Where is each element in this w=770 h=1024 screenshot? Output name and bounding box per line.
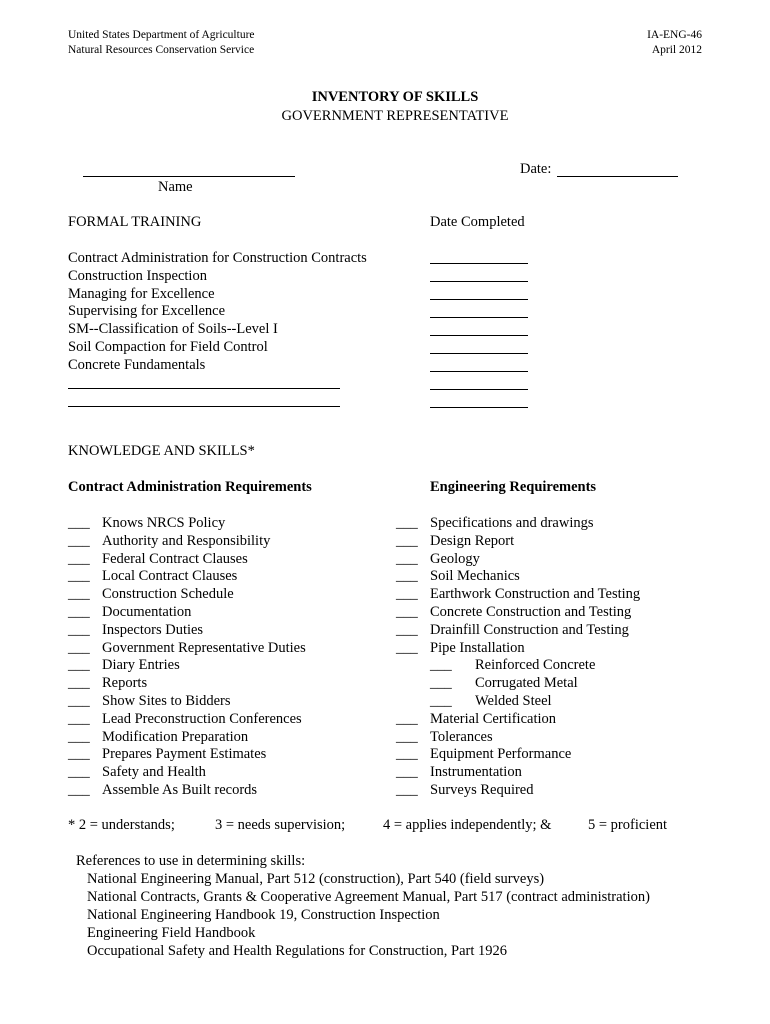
reference-item: Engineering Field Handbook (87, 925, 256, 941)
rating-blank[interactable]: ___ (68, 746, 90, 762)
rating-blank[interactable]: ___ (396, 551, 418, 567)
rating-blank[interactable]: ___ (430, 657, 452, 673)
reference-item: National Engineering Handbook 19, Construction Inspection (87, 907, 440, 923)
engineering-skill-item: Tolerances (430, 729, 493, 745)
engineering-skill-item: Material Certification (430, 711, 557, 727)
rating-blank[interactable]: ___ (68, 533, 90, 549)
engineering-skill-item: Earthwork Construction and Testing (430, 586, 641, 602)
rating-blank[interactable]: ___ (396, 622, 418, 638)
course-item: Concrete Fundamentals (68, 357, 206, 373)
date-field[interactable] (557, 162, 678, 177)
rating-blank[interactable]: ___ (396, 604, 418, 620)
rating-blank[interactable]: ___ (430, 675, 452, 691)
form-id: IA-ENG-46 (647, 29, 702, 41)
date-completed-field[interactable] (430, 353, 528, 354)
rating-blank[interactable]: ___ (68, 622, 90, 638)
date-completed-field[interactable] (430, 407, 528, 408)
rating-blank[interactable]: ___ (68, 764, 90, 780)
engineering-skill-item: Instrumentation (430, 764, 522, 780)
contract-skill-item: Prepares Payment Estimates (102, 746, 267, 762)
form-date: April 2012 (651, 44, 702, 56)
course-item: Construction Inspection (68, 268, 207, 284)
engineering-skill-item: Drainfill Construction and Testing (430, 622, 629, 638)
contract-skill-item: Government Representative Duties (102, 640, 306, 656)
contract-skill-item: Federal Contract Clauses (102, 551, 248, 567)
name-label: Name (158, 179, 193, 195)
engineering-skill-item: Surveys Required (430, 782, 534, 798)
course-item: SM--Classification of Soils--Level I (68, 321, 278, 337)
contract-skill-item: Diary Entries (102, 657, 180, 673)
rating-blank[interactable]: ___ (396, 515, 418, 531)
contract-skill-item: Inspectors Duties (102, 622, 204, 638)
contract-skill-item: Lead Preconstruction Conferences (102, 711, 302, 727)
rating-blank[interactable]: ___ (396, 711, 418, 727)
course-item: Supervising for Excellence (68, 303, 226, 319)
rating-blank[interactable]: ___ (396, 729, 418, 745)
rating-blank[interactable]: ___ (68, 729, 90, 745)
date-completed-field[interactable] (430, 299, 528, 300)
formal-training-heading: FORMAL TRAINING (68, 214, 202, 230)
contract-skill-item: Assemble As Built records (102, 782, 258, 798)
contract-skill-item: Documentation (102, 604, 192, 620)
extra-course-field[interactable] (68, 406, 340, 407)
rating-blank[interactable]: ___ (68, 551, 90, 567)
engineering-requirements-heading: Engineering Requirements (430, 479, 597, 495)
rating-blank[interactable]: ___ (396, 640, 418, 656)
rating-blank[interactable]: ___ (68, 640, 90, 656)
rating-blank[interactable]: ___ (68, 515, 90, 531)
contract-skill-item: Construction Schedule (102, 586, 234, 602)
rating-blank[interactable]: ___ (68, 657, 90, 673)
date-completed-field[interactable] (430, 263, 528, 264)
scale-5: 5 = proficient (588, 817, 668, 833)
rating-blank[interactable]: ___ (396, 764, 418, 780)
engineering-skill-item: Concrete Construction and Testing (430, 604, 632, 620)
date-completed-field[interactable] (430, 317, 528, 318)
rating-blank[interactable]: ___ (68, 782, 90, 798)
contract-skill-item: Modification Preparation (102, 729, 249, 745)
engineering-skill-item: Pipe Installation (430, 640, 525, 656)
rating-blank[interactable]: ___ (396, 533, 418, 549)
rating-blank[interactable]: ___ (68, 693, 90, 709)
agency-line-2: Natural Resources Conservation Service (68, 44, 255, 56)
scale-2: * 2 = understands; (68, 817, 175, 833)
rating-blank[interactable]: ___ (430, 693, 452, 709)
engineering-skill-item: Specifications and drawings (430, 515, 594, 531)
form-title: INVENTORY OF SKILLS (311, 89, 479, 105)
agency-line-1: United States Department of Agriculture (68, 29, 255, 41)
extra-course-field[interactable] (68, 388, 340, 389)
date-label: Date: (520, 161, 552, 177)
rating-blank[interactable]: ___ (68, 586, 90, 602)
contract-requirements-heading: Contract Administration Requirements (68, 479, 312, 495)
engineering-skill-item: Design Report (430, 533, 515, 549)
reference-item: Occupational Safety and Health Regulations for Construction, Part 1926 (87, 943, 508, 959)
rating-blank[interactable]: ___ (396, 586, 418, 602)
scale-3: 3 = needs supervision; (215, 817, 346, 833)
date-completed-heading: Date Completed (430, 214, 525, 230)
rating-blank[interactable]: ___ (396, 782, 418, 798)
contract-skill-item: Show Sites to Bidders (102, 693, 231, 709)
contract-skill-item: Local Contract Clauses (102, 568, 238, 584)
date-completed-field[interactable] (430, 371, 528, 372)
course-item: Managing for Excellence (68, 286, 215, 302)
rating-blank[interactable]: ___ (68, 711, 90, 727)
rating-blank[interactable]: ___ (396, 746, 418, 762)
pipe-sub-item: Welded Steel (475, 693, 552, 709)
knowledge-heading: KNOWLEDGE AND SKILLS* (68, 443, 255, 459)
reference-item: National Engineering Manual, Part 512 (construction), Part 540 (field surveys) (87, 871, 545, 887)
engineering-skill-item: Soil Mechanics (430, 568, 520, 584)
name-field[interactable] (83, 162, 295, 177)
reference-item: National Contracts, Grants & Cooperative Agreement Manual, Part 517 (contract administration) (87, 889, 650, 905)
date-completed-field[interactable] (430, 281, 528, 282)
rating-blank[interactable]: ___ (68, 604, 90, 620)
contract-skill-item: Authority and Responsibility (102, 533, 271, 549)
pipe-sub-item: Reinforced Concrete (475, 657, 596, 673)
references-heading: References to use in determining skills: (76, 853, 306, 869)
course-item: Contract Administration for Construction Contracts (68, 250, 367, 266)
pipe-sub-item: Corrugated Metal (475, 675, 578, 691)
rating-blank[interactable]: ___ (396, 568, 418, 584)
scale-4: 4 = applies independently; & (383, 817, 552, 833)
date-completed-field[interactable] (430, 335, 528, 336)
rating-blank[interactable]: ___ (68, 568, 90, 584)
rating-blank[interactable]: ___ (68, 675, 90, 691)
contract-skill-item: Safety and Health (102, 764, 206, 780)
engineering-skill-item: Geology (430, 551, 480, 567)
course-item: Soil Compaction for Field Control (68, 339, 268, 355)
date-completed-field[interactable] (430, 389, 528, 390)
contract-skill-item: Reports (102, 675, 148, 691)
form-subtitle: GOVERNMENT REPRESENTATIVE (281, 108, 509, 124)
contract-skill-item: Knows NRCS Policy (102, 515, 226, 531)
engineering-skill-item: Equipment Performance (430, 746, 572, 762)
